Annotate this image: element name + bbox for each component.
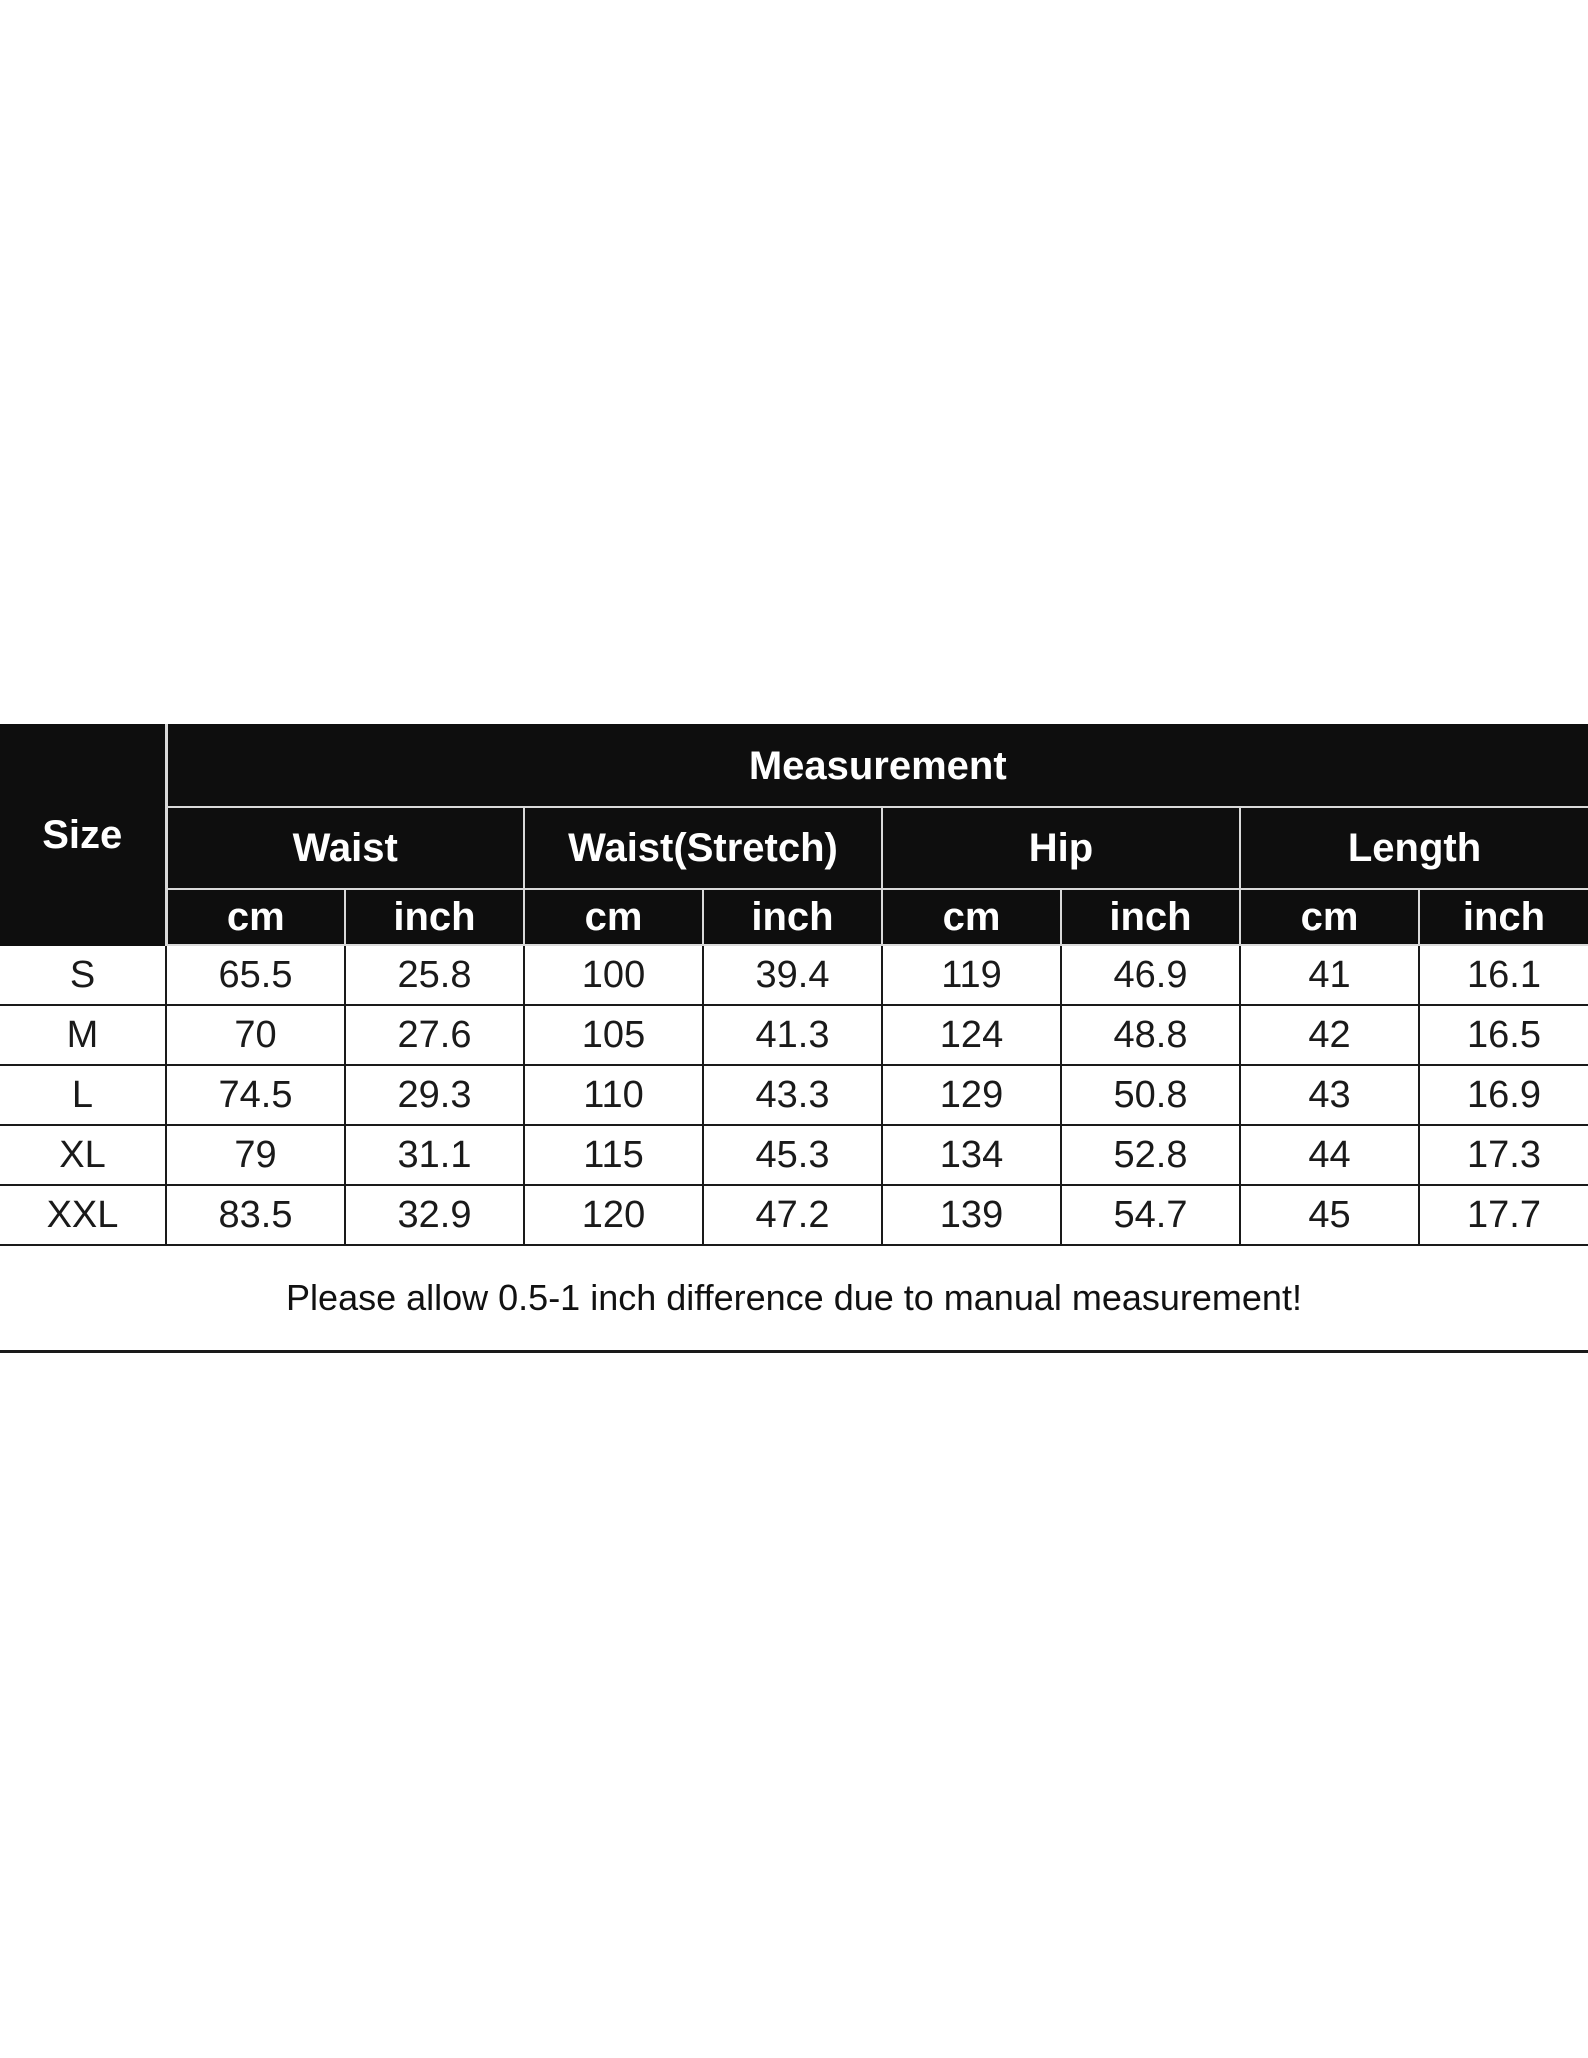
value-cell: 45 xyxy=(1240,1185,1419,1245)
value-cell: 16.1 xyxy=(1419,945,1588,1005)
value-cell: 45.3 xyxy=(703,1125,882,1185)
table-row xyxy=(0,1125,1588,1185)
size-table xyxy=(0,724,1588,1353)
value-cell: 129 xyxy=(882,1065,1061,1125)
size-cell: XL xyxy=(0,1125,166,1185)
unit-header: cm xyxy=(1240,889,1419,945)
value-cell: 105 xyxy=(524,1005,703,1065)
size-chart xyxy=(0,724,1588,1353)
unit-header: inch xyxy=(1061,889,1240,945)
size-cell: S xyxy=(0,945,166,1005)
unit-header: inch xyxy=(1419,889,1588,945)
table-row xyxy=(0,1065,1588,1125)
group-header-waist-stretch: Waist(Stretch) xyxy=(524,807,882,889)
value-cell: 43.3 xyxy=(703,1065,882,1125)
value-cell: 79 xyxy=(166,1125,345,1185)
value-cell: 31.1 xyxy=(345,1125,524,1185)
size-column-header: Size xyxy=(0,725,166,945)
value-cell: 39.4 xyxy=(703,945,882,1005)
unit-header: inch xyxy=(703,889,882,945)
value-cell: 44 xyxy=(1240,1125,1419,1185)
value-cell: 48.8 xyxy=(1061,1005,1240,1065)
unit-header: cm xyxy=(882,889,1061,945)
table-row xyxy=(0,1185,1588,1245)
table-row xyxy=(0,945,1588,1005)
size-cell: XXL xyxy=(0,1185,166,1245)
measurement-note: Please allow 0.5-1 inch difference due to manual measurement! xyxy=(0,1245,1588,1352)
value-cell: 46.9 xyxy=(1061,945,1240,1005)
value-cell: 25.8 xyxy=(345,945,524,1005)
value-cell: 120 xyxy=(524,1185,703,1245)
value-cell: 41.3 xyxy=(703,1005,882,1065)
note-row xyxy=(0,1245,1588,1352)
value-cell: 27.6 xyxy=(345,1005,524,1065)
value-cell: 32.9 xyxy=(345,1185,524,1245)
value-cell: 42 xyxy=(1240,1005,1419,1065)
value-cell: 17.3 xyxy=(1419,1125,1588,1185)
value-cell: 17.7 xyxy=(1419,1185,1588,1245)
table-row xyxy=(0,1005,1588,1065)
group-header-length: Length xyxy=(1240,807,1588,889)
value-cell: 54.7 xyxy=(1061,1185,1240,1245)
measurement-header: Measurement xyxy=(166,725,1588,807)
value-cell: 65.5 xyxy=(166,945,345,1005)
value-cell: 74.5 xyxy=(166,1065,345,1125)
value-cell: 83.5 xyxy=(166,1185,345,1245)
group-header-waist: Waist xyxy=(166,807,524,889)
value-cell: 115 xyxy=(524,1125,703,1185)
value-cell: 100 xyxy=(524,945,703,1005)
value-cell: 119 xyxy=(882,945,1061,1005)
value-cell: 47.2 xyxy=(703,1185,882,1245)
value-cell: 16.5 xyxy=(1419,1005,1588,1065)
value-cell: 50.8 xyxy=(1061,1065,1240,1125)
value-cell: 70 xyxy=(166,1005,345,1065)
unit-header: cm xyxy=(166,889,345,945)
group-header-hip: Hip xyxy=(882,807,1240,889)
size-cell: L xyxy=(0,1065,166,1125)
value-cell: 134 xyxy=(882,1125,1061,1185)
value-cell: 43 xyxy=(1240,1065,1419,1125)
value-cell: 139 xyxy=(882,1185,1061,1245)
value-cell: 52.8 xyxy=(1061,1125,1240,1185)
value-cell: 29.3 xyxy=(345,1065,524,1125)
size-cell: M xyxy=(0,1005,166,1065)
unit-header: inch xyxy=(345,889,524,945)
value-cell: 110 xyxy=(524,1065,703,1125)
value-cell: 16.9 xyxy=(1419,1065,1588,1125)
value-cell: 124 xyxy=(882,1005,1061,1065)
unit-header: cm xyxy=(524,889,703,945)
value-cell: 41 xyxy=(1240,945,1419,1005)
